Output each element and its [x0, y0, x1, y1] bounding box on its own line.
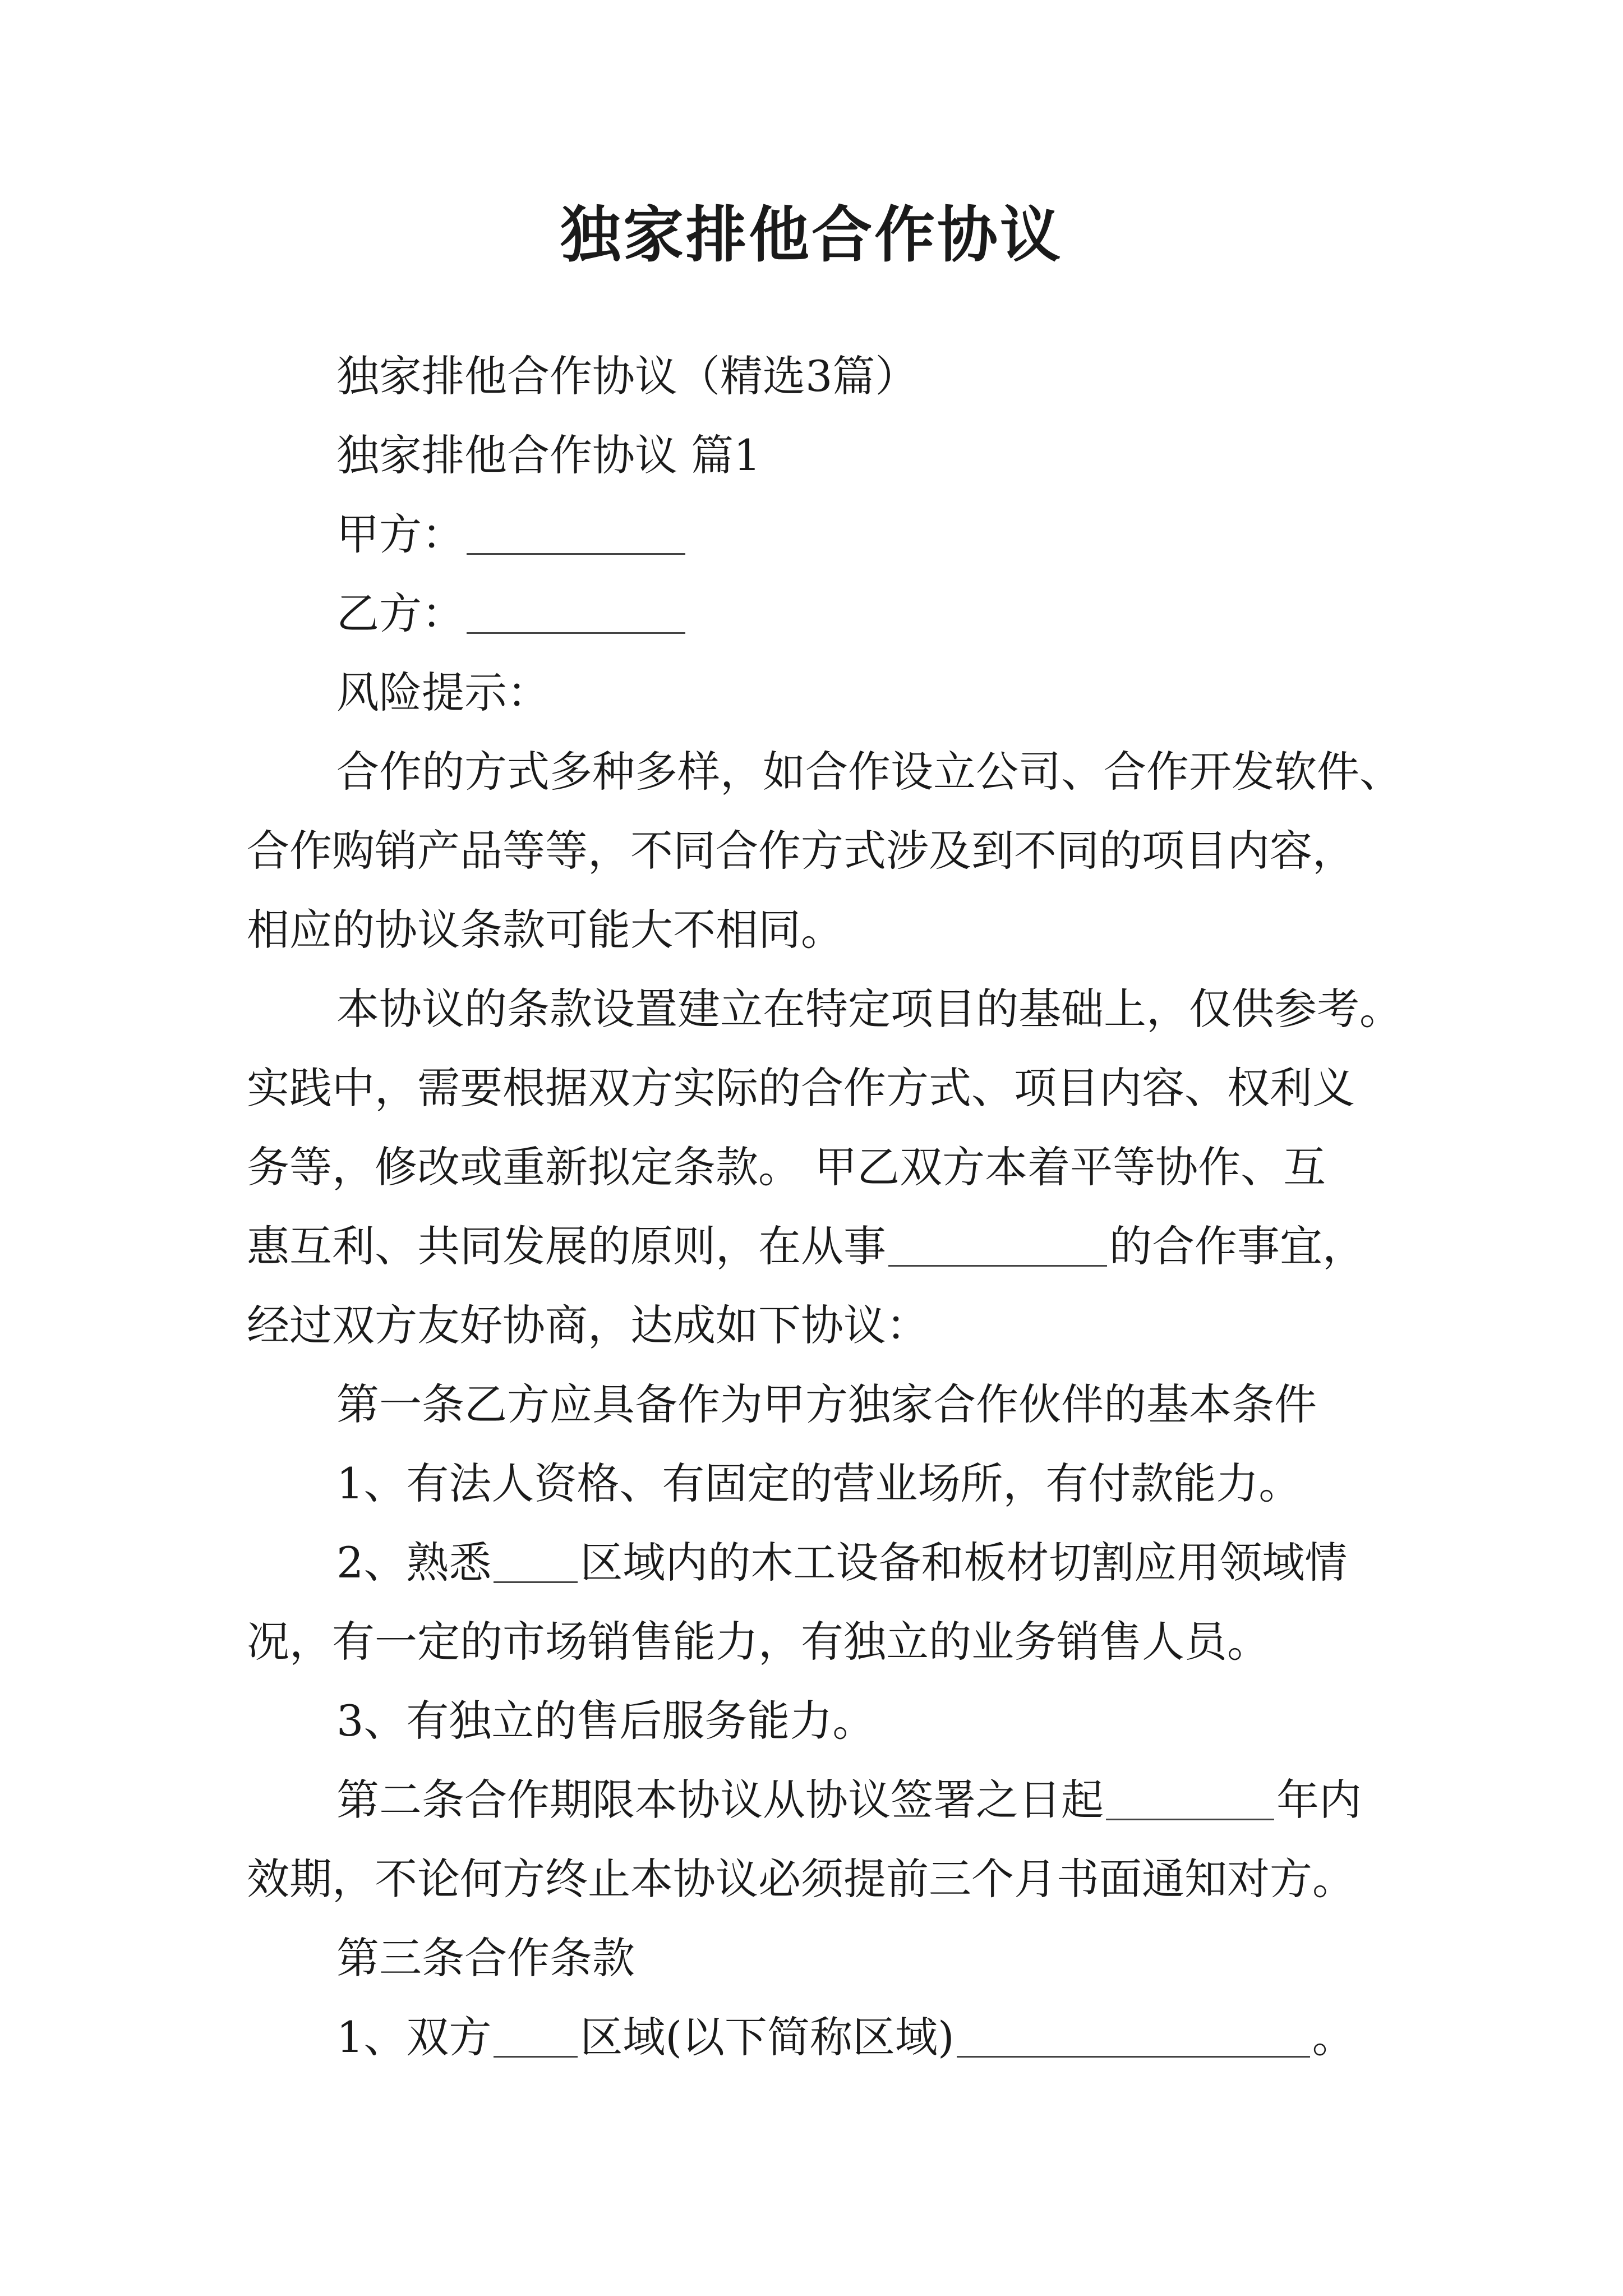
party-b-label: 乙方： — [336, 588, 464, 638]
paragraph-line: 独家排他合作协议 篇1 — [336, 430, 761, 480]
paragraph-line: 本协议的条款设置建立在特定项目的基础上，仅供参考。 — [336, 984, 1402, 1034]
region-blank[interactable] — [494, 1542, 578, 1583]
text-segment: 惠互利、共同发展的原则，在从事 — [247, 1221, 886, 1271]
party-a-label: 甲方： — [336, 509, 464, 559]
paragraph-line: 相应的协议条款可能大不相同。 — [247, 905, 843, 955]
paragraph-line: 经过双方友好协商，达成如下协议： — [247, 1300, 929, 1350]
paragraph-line: 合作的方式多种多样，如合作设立公司、合作开发软件、 — [336, 747, 1402, 797]
paragraph-line — [247, 1207, 1391, 1286]
paragraph-line: 第一条乙方应具备作为甲方独家合作伙伴的基本条件 — [336, 1379, 1317, 1429]
paragraph-line: 独家排他合作协议（精选3篇） — [336, 351, 918, 401]
region-blank-2[interactable] — [494, 2017, 578, 2058]
term-years-blank[interactable] — [1106, 1779, 1274, 1820]
paragraph-line: 实践中，需要根据双方实际的合作方式、项目内容、权利义 — [247, 1063, 1355, 1113]
text-segment: 的合作事宜， — [1109, 1221, 1365, 1271]
paragraph-line: 3、有独立的售后服务能力。 — [336, 1696, 875, 1746]
document-title: 独家排他合作协议 — [560, 200, 1063, 270]
paragraph-line: 1、有法人资格、有固定的营业场所，有付款能力。 — [336, 1458, 1302, 1508]
party-b-blank[interactable] — [467, 593, 685, 634]
project-blank[interactable] — [888, 1226, 1107, 1267]
paragraph-line: 第三条合作条款 — [336, 1933, 635, 1983]
paragraph-line: 效期，不论何方终止本协议必须提前三个月书面通知对方。 — [247, 1854, 1355, 1904]
paragraph-line — [247, 1523, 1391, 1602]
text-segment: 第二条合作期限本协议从协议签署之日起 — [336, 1775, 1104, 1825]
paragraph-line — [247, 1760, 1391, 1839]
text-segment: 区域内的木工设备和板材切割应用领域情 — [580, 1538, 1348, 1588]
text-segment: 区域(以下简称区域) — [580, 2012, 955, 2062]
party-b-line — [247, 574, 1391, 653]
paragraph-line: 务等，修改或重新拟定条款。 甲乙双方本着平等协作、互 — [247, 1142, 1326, 1192]
text-segment: 。 — [1312, 2012, 1355, 2062]
paragraph-line: 况，有一定的市场销售能力，有独立的业务销售人员。 — [247, 1617, 1270, 1667]
text-segment: 1、双方 — [336, 2012, 492, 2062]
text-segment: 2、熟悉 — [336, 1538, 492, 1588]
paragraph-line — [247, 1998, 1391, 2077]
party-a-blank[interactable] — [467, 514, 685, 555]
document-body — [247, 337, 1402, 2077]
text-segment: 年内 — [1276, 1775, 1362, 1825]
paragraph-line: 风险提示： — [336, 668, 550, 717]
region-detail-blank[interactable] — [957, 2017, 1310, 2058]
party-a-line — [247, 495, 1391, 574]
paragraph-line: 合作购销产品等等，不同合作方式涉及到不同的项目内容， — [247, 826, 1355, 876]
